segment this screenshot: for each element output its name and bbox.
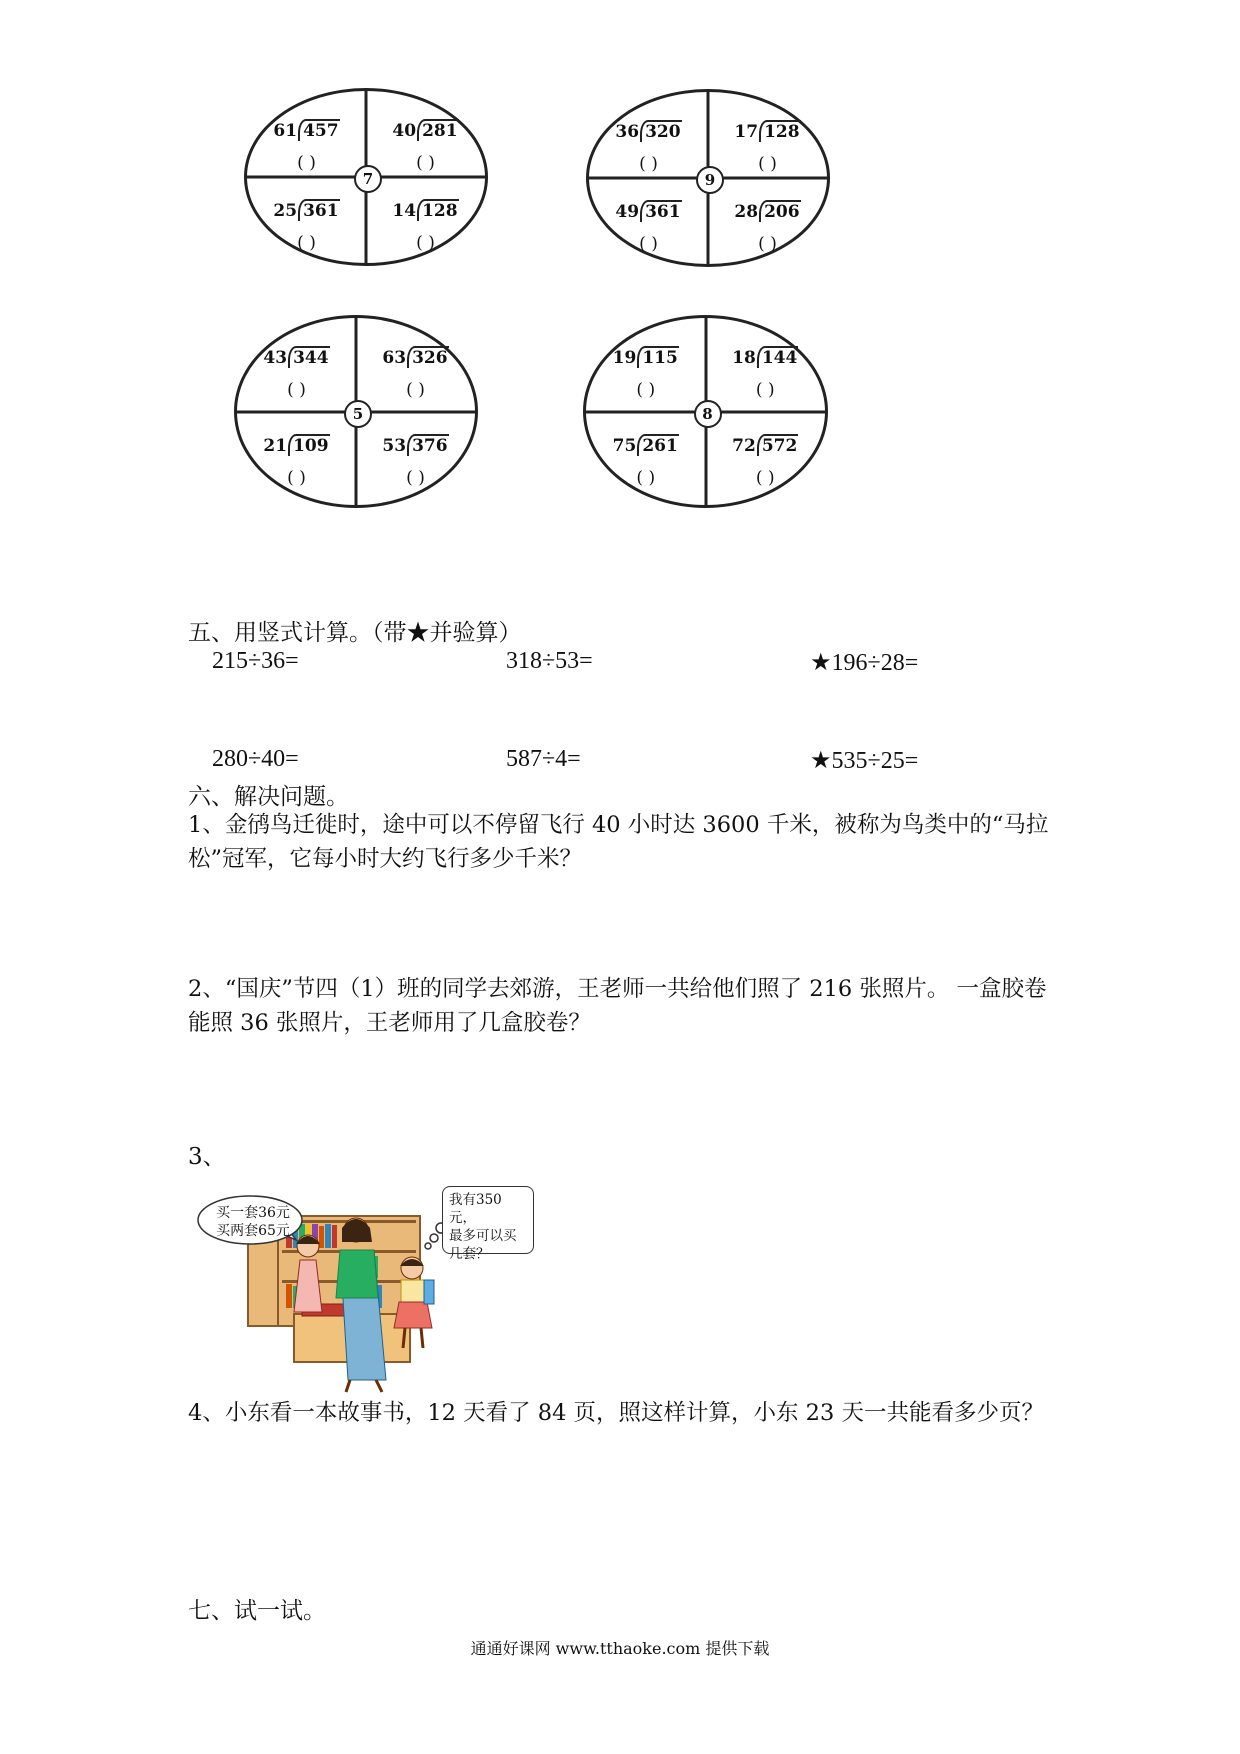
wheel-cell: [366, 91, 485, 177]
divisor: 61: [273, 121, 298, 141]
answer-blank[interactable]: ( ): [758, 154, 777, 174]
question-2: 2、“国庆”节四（1）班的同学去郊游，王老师一共给他们照了 216 张照片。 一盒胶卷能照 36 张照片，王老师用了几盒胶卷？: [188, 976, 1047, 1036]
divisor: 75: [612, 435, 637, 456]
answer-blank[interactable]: ( ): [297, 233, 316, 253]
wheel-cell: [708, 178, 827, 264]
girl-line-3: 几套？: [449, 1246, 490, 1262]
answer-blank[interactable]: ( ): [287, 380, 306, 400]
wheel-cell: [247, 91, 366, 177]
answer-blank[interactable]: ( ): [416, 153, 435, 173]
division-wheel-2: [586, 89, 830, 267]
wheel-cell: [586, 318, 706, 412]
calc-problem: ★535÷25=: [810, 748, 919, 774]
section-7-title: 七、试一试。: [188, 1598, 326, 1624]
dividend: 128: [417, 199, 459, 221]
answer-blank[interactable]: ( ): [639, 234, 658, 254]
answer-blank[interactable]: ( ): [406, 467, 425, 488]
divisor: 21: [263, 435, 288, 456]
wheel-cell: [237, 412, 356, 506]
divisor: 72: [732, 435, 756, 456]
wheel-cell: [589, 178, 708, 264]
footer-credit: 通通好课网 www.tthaoke.com 提供下载: [470, 1639, 770, 1658]
dividend: 326: [407, 346, 449, 368]
division-wheel-1: [244, 88, 488, 266]
divisor: 40: [392, 121, 417, 141]
dividend: 457: [298, 119, 340, 141]
wheel-cell: [706, 412, 826, 506]
question-1: 1、金鸻鸟迁徙时，途中可以不停留飞行 40 小时达 3600 千米，被称为鸟类中的“马拉松”冠军，它每小时大约飞行多少千米？: [188, 812, 1049, 872]
calc-problem: 280÷40=: [212, 746, 299, 772]
wheel-cell: [708, 92, 827, 178]
wheel-cell: [356, 318, 475, 412]
divisor: 36: [615, 122, 640, 142]
wheel-center-number: 9: [696, 166, 724, 194]
wheel-center-number: 8: [694, 400, 722, 428]
divisor: 49: [615, 202, 640, 222]
answer-blank[interactable]: ( ): [758, 234, 777, 254]
answer-blank[interactable]: ( ): [636, 467, 656, 488]
price-line-1: 买一套36元: [216, 1205, 290, 1221]
division-wheel-4: [583, 315, 828, 508]
answer-blank[interactable]: ( ): [639, 154, 658, 174]
wheel-cell: [706, 318, 826, 412]
divisor: 25: [273, 201, 298, 221]
divisor: 19: [612, 348, 637, 368]
dividend: 344: [288, 346, 330, 368]
wheel-cell: [237, 318, 356, 412]
divisor: 53: [382, 435, 407, 456]
girl-speech-bubble: [442, 1186, 534, 1262]
divisor: 14: [392, 201, 417, 221]
divisor: 18: [732, 348, 756, 368]
calc-problem: 215÷36=: [212, 648, 299, 674]
answer-blank[interactable]: ( ): [755, 467, 775, 488]
price-line-2: 买两套65元: [216, 1223, 290, 1239]
wheel-cell: [247, 177, 366, 263]
answer-blank[interactable]: ( ): [406, 380, 425, 400]
dividend: 376: [407, 434, 449, 456]
wheel-cell: [586, 412, 706, 506]
answer-blank[interactable]: ( ): [636, 380, 656, 400]
divisor: 43: [263, 348, 288, 368]
divisor: 28: [734, 202, 759, 222]
dividend: 281: [417, 119, 459, 141]
answer-blank[interactable]: ( ): [297, 153, 316, 173]
dividend: 261: [637, 434, 679, 456]
section-5-title: 五、用竖式计算。（带★并验算）: [188, 620, 522, 646]
dividend: 115: [637, 346, 679, 368]
price-bubble: [208, 1204, 298, 1240]
girl-line-2: 最多可以买: [449, 1228, 517, 1244]
wheel-cell: [589, 92, 708, 178]
calc-problem: ★196÷28=: [810, 650, 919, 676]
dividend: 361: [298, 199, 340, 221]
wheel-cell: [356, 412, 475, 506]
dividend: 109: [288, 434, 330, 456]
girl-line-1: 我有350元，: [449, 1192, 502, 1226]
dividend: 572: [757, 434, 799, 456]
dividend: 144: [757, 346, 799, 368]
wheel-cell: [366, 177, 485, 263]
wheel-center-number: 7: [354, 165, 382, 193]
question-3-label: 3、: [188, 1144, 226, 1170]
division-wheel-3: [234, 315, 478, 508]
answer-blank[interactable]: ( ): [416, 233, 435, 253]
dividend: 320: [640, 120, 682, 142]
question-4: 4、小东看一本故事书，12 天看了 84 页，照这样计算，小东 23 天一共能看多少页？: [188, 1400, 1044, 1426]
answer-blank[interactable]: ( ): [287, 467, 306, 488]
calc-problem: 318÷53=: [506, 648, 593, 674]
wheel-center-number: 5: [344, 400, 372, 428]
dividend: 206: [759, 200, 801, 222]
answer-blank[interactable]: ( ): [755, 380, 775, 400]
dividend: 128: [759, 120, 801, 142]
calc-problem: 587÷4=: [506, 746, 581, 772]
dividend: 361: [640, 200, 682, 222]
divisor: 63: [382, 348, 407, 368]
divisor: 17: [734, 122, 759, 142]
section-6-title: 六、解决问题。: [188, 784, 349, 810]
